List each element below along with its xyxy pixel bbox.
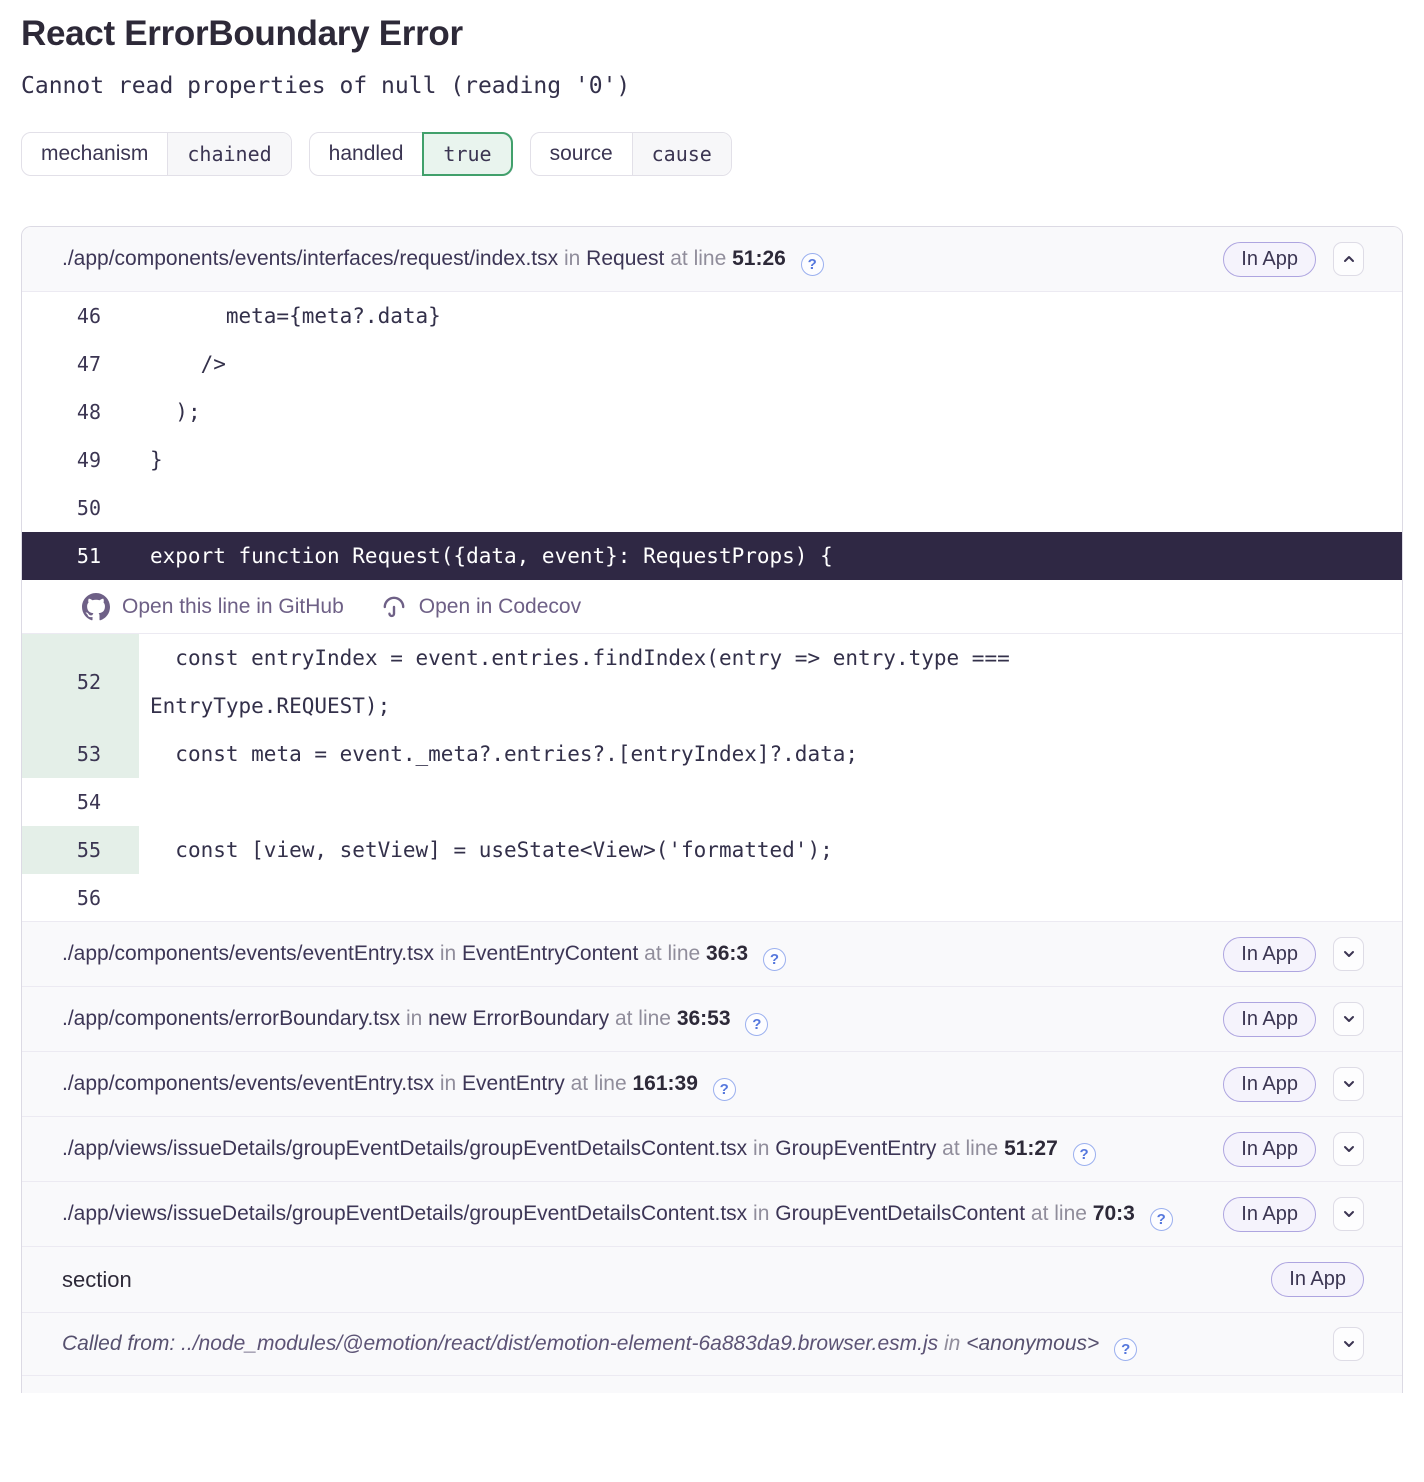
frame-line-number: 51:26 <box>732 246 786 270</box>
at-line-label: at line <box>942 1136 999 1160</box>
expand-frame-button[interactable] <box>1333 1132 1364 1166</box>
frame-title <box>62 989 1223 1050</box>
in-app-badge: In App <box>1271 1262 1364 1297</box>
in-app-badge: In App <box>1223 1197 1316 1232</box>
frame-function: GroupEventEntry <box>775 1136 937 1160</box>
tag-list <box>21 132 1403 176</box>
collapse-frame-button[interactable] <box>1333 242 1364 276</box>
at-line-label: at line <box>644 941 701 965</box>
stack-frame-header[interactable] <box>22 1117 1402 1182</box>
tag-handled[interactable] <box>309 132 513 176</box>
line-number: 49 <box>76 448 101 472</box>
in-app-badge: In App <box>1223 1132 1316 1167</box>
line-number: 56 <box>76 885 101 910</box>
in-app-badge: In App <box>1223 242 1316 277</box>
expand-frame-button[interactable] <box>1333 1327 1364 1361</box>
frame-line-number: 70:3 <box>1092 1201 1135 1225</box>
tag-key: mechanism <box>22 133 168 175</box>
line-number: 50 <box>76 496 101 520</box>
in-label: in <box>439 1071 457 1095</box>
stack-frame-header[interactable] <box>22 922 1402 987</box>
in-label: in <box>405 1006 423 1030</box>
frame-path: ./app/components/errorBoundary.tsx <box>62 1006 401 1030</box>
in-app-badge: In App <box>1223 937 1316 972</box>
codecov-link-label: Open in Codecov <box>418 594 582 618</box>
in-label: in <box>944 1332 961 1355</box>
code-text: meta={meta?.data} <box>150 304 441 328</box>
frame-path: ./app/views/issueDetails/groupEventDetails/groupEventDetailsContent.tsx <box>62 1136 748 1160</box>
frame-function: Request <box>586 246 665 270</box>
help-icon[interactable]: ? <box>1114 1338 1137 1361</box>
in-label: in <box>753 1201 770 1225</box>
expand-frame-button[interactable] <box>1333 1002 1364 1036</box>
line-number: 55 <box>22 826 139 874</box>
frame-path: ./app/components/events/interfaces/request/index.tsx <box>62 246 559 270</box>
in-label: in <box>563 246 581 270</box>
tag-value: true <box>422 132 512 176</box>
help-icon[interactable]: ? <box>1073 1143 1096 1166</box>
chevron-down-icon <box>1341 1076 1357 1092</box>
frame-function: EventEntryContent <box>462 941 639 965</box>
tag-source[interactable] <box>530 132 732 176</box>
stack-frame-header[interactable] <box>22 1052 1402 1117</box>
tag-value: cause <box>633 133 731 175</box>
code-line <box>22 484 1402 532</box>
code-text: const meta = event._meta?.entries?.[entryIndex]?.data; <box>150 742 859 766</box>
code-text: export function Request({data, event}: RequestProps) { <box>150 544 833 568</box>
chevron-down-icon <box>1341 1011 1357 1027</box>
code-text <box>139 874 1239 921</box>
frame-title <box>62 1119 1223 1180</box>
code-line-highlighted <box>22 532 1402 580</box>
expand-frame-button[interactable] <box>1333 937 1364 971</box>
github-icon <box>82 593 110 621</box>
expand-frame-button[interactable] <box>1333 1197 1364 1231</box>
in-app-badge: In App <box>1223 1067 1316 1102</box>
code-text: /> <box>150 352 226 376</box>
codecov-icon <box>381 594 407 620</box>
called-from-row[interactable] <box>22 1313 1402 1376</box>
chevron-up-icon <box>1341 251 1357 267</box>
code-text: } <box>150 448 163 472</box>
github-link-label: Open this line in GitHub <box>122 594 344 618</box>
open-in-codecov-link[interactable] <box>381 594 581 620</box>
code-text <box>139 484 1239 532</box>
frame-line-number: 36:3 <box>706 941 749 965</box>
at-line-label: at line <box>614 1006 671 1030</box>
tag-mechanism[interactable] <box>21 132 292 176</box>
code-line <box>22 388 1402 436</box>
line-number: 47 <box>76 352 101 376</box>
code-text: const [view, setView] = useState<View>('formatted'); <box>150 838 833 862</box>
code-text <box>139 778 1239 826</box>
code-line <box>22 778 1402 826</box>
stack-frame-section[interactable] <box>22 1247 1402 1313</box>
stack-frame-header[interactable] <box>22 1182 1402 1247</box>
section-label: section <box>62 1266 132 1292</box>
in-label: in <box>753 1136 770 1160</box>
code-context <box>22 292 1402 922</box>
frame-function: EventEntry <box>462 1071 565 1095</box>
line-number: 46 <box>76 304 101 328</box>
help-icon[interactable]: ? <box>1150 1208 1173 1231</box>
frame-line-number: 51:27 <box>1004 1136 1058 1160</box>
open-in-github-link[interactable] <box>82 593 344 621</box>
code-line <box>22 730 1402 778</box>
help-icon[interactable]: ? <box>713 1078 736 1101</box>
code-line <box>22 826 1402 874</box>
line-number: 51 <box>76 544 101 568</box>
stack-frame-partial <box>22 1376 1402 1393</box>
chevron-down-icon <box>1341 1206 1357 1222</box>
line-number: 53 <box>22 730 139 778</box>
chevron-down-icon <box>1341 1336 1357 1352</box>
source-links-row <box>22 580 1402 634</box>
frame-path: ./app/components/events/eventEntry.tsx <box>62 1071 434 1095</box>
code-line <box>22 340 1402 388</box>
code-line <box>22 292 1402 340</box>
chevron-down-icon <box>1341 1141 1357 1157</box>
called-from-path: ../node_modules/@emotion/react/dist/emotion-element-6a883da9.browser.esm.js <box>181 1332 939 1355</box>
frame-line-number: 161:39 <box>632 1071 698 1095</box>
line-number: 52 <box>22 634 139 730</box>
frame-path: ./app/components/events/eventEntry.tsx <box>62 941 434 965</box>
help-icon[interactable]: ? <box>763 948 786 971</box>
help-icon[interactable]: ? <box>745 1013 768 1036</box>
called-from-text <box>62 1327 1333 1361</box>
stack-trace <box>21 226 1403 1393</box>
help-icon[interactable]: ? <box>801 253 824 276</box>
frame-title <box>62 924 1223 985</box>
line-number: 54 <box>76 790 101 814</box>
tag-key: handled <box>310 133 424 175</box>
stack-frame-header[interactable] <box>22 987 1402 1052</box>
stack-frame-header[interactable] <box>22 227 1402 292</box>
expand-frame-button[interactable] <box>1333 1067 1364 1101</box>
tag-key: source <box>531 133 633 175</box>
called-from-label: Called from: <box>62 1332 182 1355</box>
in-label: in <box>439 941 457 965</box>
frame-path: ./app/views/issueDetails/groupEventDetails/groupEventDetailsContent.tsx <box>62 1201 748 1225</box>
at-line-label: at line <box>670 246 727 270</box>
called-from-function: <anonymous> <box>966 1332 1100 1355</box>
frame-function: GroupEventDetailsContent <box>775 1201 1026 1225</box>
code-line <box>22 874 1402 922</box>
code-line <box>22 436 1402 484</box>
frame-function: new ErrorBoundary <box>428 1006 610 1030</box>
frame-title <box>62 1184 1223 1245</box>
frame-title <box>62 1054 1223 1115</box>
error-message: Cannot read properties of null (reading '0') <box>21 73 631 99</box>
page-title: React ErrorBoundary Error <box>21 14 463 53</box>
at-line-label: at line <box>1030 1201 1087 1225</box>
frame-line-number: 36:53 <box>676 1006 731 1030</box>
frame-title <box>62 229 1223 290</box>
chevron-down-icon <box>1341 946 1357 962</box>
line-number: 48 <box>76 400 101 424</box>
code-text: const entryIndex = event.entries.findIndex(entry => entry.type === EntryType.REQUEST); <box>150 646 1023 718</box>
code-line <box>22 634 1402 730</box>
code-text: ); <box>150 400 201 424</box>
tag-value: chained <box>168 133 290 175</box>
at-line-label: at line <box>570 1071 627 1095</box>
in-app-badge: In App <box>1223 1002 1316 1037</box>
